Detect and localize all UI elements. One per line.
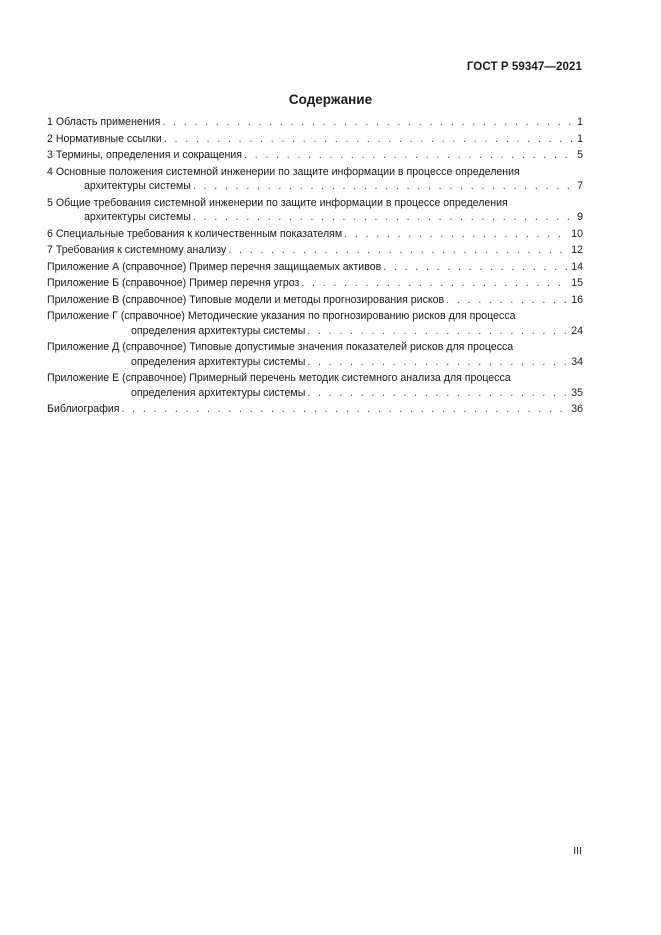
toc-entry-line bbox=[47, 276, 583, 291]
toc-entry[interactable] bbox=[47, 371, 583, 400]
toc-entry-line bbox=[47, 309, 583, 324]
toc-entry-line bbox=[47, 165, 583, 180]
toc-title: Содержание bbox=[288, 92, 373, 107]
toc-page-number: 24 bbox=[571, 324, 583, 337]
page-number: III bbox=[573, 845, 582, 857]
toc-page-number: 35 bbox=[571, 386, 583, 399]
toc-entry-line bbox=[47, 210, 583, 225]
toc-entry-text: определения архитектуры системы bbox=[131, 324, 306, 337]
toc-page-number: 16 bbox=[571, 293, 583, 306]
toc-entry-line bbox=[47, 115, 583, 130]
dot-leader bbox=[164, 132, 575, 147]
dot-leader bbox=[307, 355, 569, 370]
dot-leader bbox=[446, 293, 569, 308]
toc-entry-line bbox=[47, 386, 583, 401]
toc-page-number: 9 bbox=[577, 211, 583, 223]
toc-entry[interactable] bbox=[47, 260, 583, 275]
toc-page-number: 36 bbox=[571, 403, 583, 415]
toc-entry[interactable] bbox=[47, 243, 583, 258]
toc-entry-line bbox=[47, 179, 583, 194]
toc-entry-text: 2 Нормативные ссылки bbox=[47, 132, 162, 145]
toc-entry[interactable] bbox=[47, 402, 583, 417]
toc-entry[interactable] bbox=[47, 165, 583, 194]
toc-page-number: 7 bbox=[577, 180, 583, 192]
toc-entry-line bbox=[47, 340, 583, 355]
toc-entry[interactable] bbox=[47, 148, 583, 163]
toc-page-number: 1 bbox=[577, 116, 583, 128]
toc-page-number: 34 bbox=[571, 355, 583, 368]
toc-entry[interactable] bbox=[47, 227, 583, 242]
toc-entry-text: 5 Общие требования системной инженерии по защите информации в процессе определения bbox=[47, 196, 508, 209]
toc-entry-text: архитектуры системы bbox=[84, 180, 191, 192]
toc-entry-line bbox=[47, 355, 583, 370]
toc-entry[interactable] bbox=[47, 293, 583, 308]
dot-leader bbox=[344, 227, 569, 242]
dot-leader bbox=[307, 324, 569, 339]
dot-leader bbox=[228, 243, 569, 258]
toc-page-number: 5 bbox=[577, 149, 583, 161]
toc-entry[interactable] bbox=[47, 196, 583, 225]
toc-entry-text: 7 Требования к системному анализу bbox=[47, 244, 227, 256]
toc-entry-text: Приложение Д (справочное) Типовые допустимые значения показателей рисков для процесса bbox=[47, 341, 514, 353]
toc-page-number: 12 bbox=[571, 244, 583, 256]
toc-entry-line bbox=[47, 196, 583, 211]
toc-entry-text: Приложение А (справочное) Пример перечня защищаемых активов bbox=[47, 260, 382, 273]
toc-entry-text: 1 Область применения bbox=[47, 116, 161, 128]
toc-entry-text: 3 Термины, определения и сокращения bbox=[47, 149, 243, 161]
toc-entry-line bbox=[47, 260, 583, 275]
toc-entry[interactable] bbox=[47, 309, 583, 338]
table-of-contents bbox=[47, 115, 583, 419]
toc-entry-line bbox=[47, 148, 583, 163]
dot-leader bbox=[307, 386, 569, 401]
dot-leader bbox=[301, 276, 569, 291]
dot-leader bbox=[383, 260, 569, 275]
toc-entry-text: Приложение Б (справочное) Пример перечня угроз bbox=[47, 277, 300, 289]
toc-page-number: 10 bbox=[571, 227, 583, 240]
toc-entry-text: 4 Основные положения системной инженерии по защите информации в процессе определения bbox=[47, 165, 520, 178]
toc-entry-text: определения архитектуры системы bbox=[131, 355, 306, 368]
toc-entry-text: Библиография bbox=[47, 403, 120, 415]
toc-entry-line bbox=[47, 293, 583, 308]
toc-entry-line bbox=[47, 402, 583, 417]
toc-entry-text: 6 Специальные требования к количественным показателям bbox=[47, 227, 343, 240]
toc-entry-line bbox=[47, 324, 583, 339]
toc-page-number: 1 bbox=[577, 132, 583, 145]
toc-entry[interactable] bbox=[47, 132, 583, 147]
toc-entry-line bbox=[47, 132, 583, 147]
toc-entry[interactable] bbox=[47, 276, 583, 291]
toc-entry-text: Приложение Е (справочное) Примерный перечень методик системного анализа для процесса bbox=[47, 372, 511, 384]
dot-leader bbox=[162, 115, 575, 130]
toc-entry-line bbox=[47, 227, 583, 242]
toc-entry[interactable] bbox=[47, 340, 583, 369]
toc-entry-text: Приложение В (справочное) Типовые модели и методы прогнозирования рисков bbox=[47, 293, 445, 306]
dot-leader bbox=[121, 402, 569, 417]
toc-entry-text: архитектуры системы bbox=[84, 211, 191, 223]
toc-entry[interactable] bbox=[47, 115, 583, 130]
dot-leader bbox=[193, 179, 575, 194]
standard-id: ГОСТ Р 59347—2021 bbox=[466, 61, 582, 73]
dot-leader bbox=[193, 210, 575, 225]
toc-entry-text: определения архитектуры системы bbox=[131, 386, 306, 399]
toc-entry-text: Приложение Г (справочное) Методические указания по прогнозированию рисков для процесса bbox=[47, 310, 516, 322]
dot-leader bbox=[244, 148, 575, 163]
toc-page-number: 14 bbox=[571, 260, 583, 273]
toc-entry-line bbox=[47, 371, 583, 386]
toc-entry-line bbox=[47, 243, 583, 258]
toc-page-number: 15 bbox=[571, 277, 583, 289]
